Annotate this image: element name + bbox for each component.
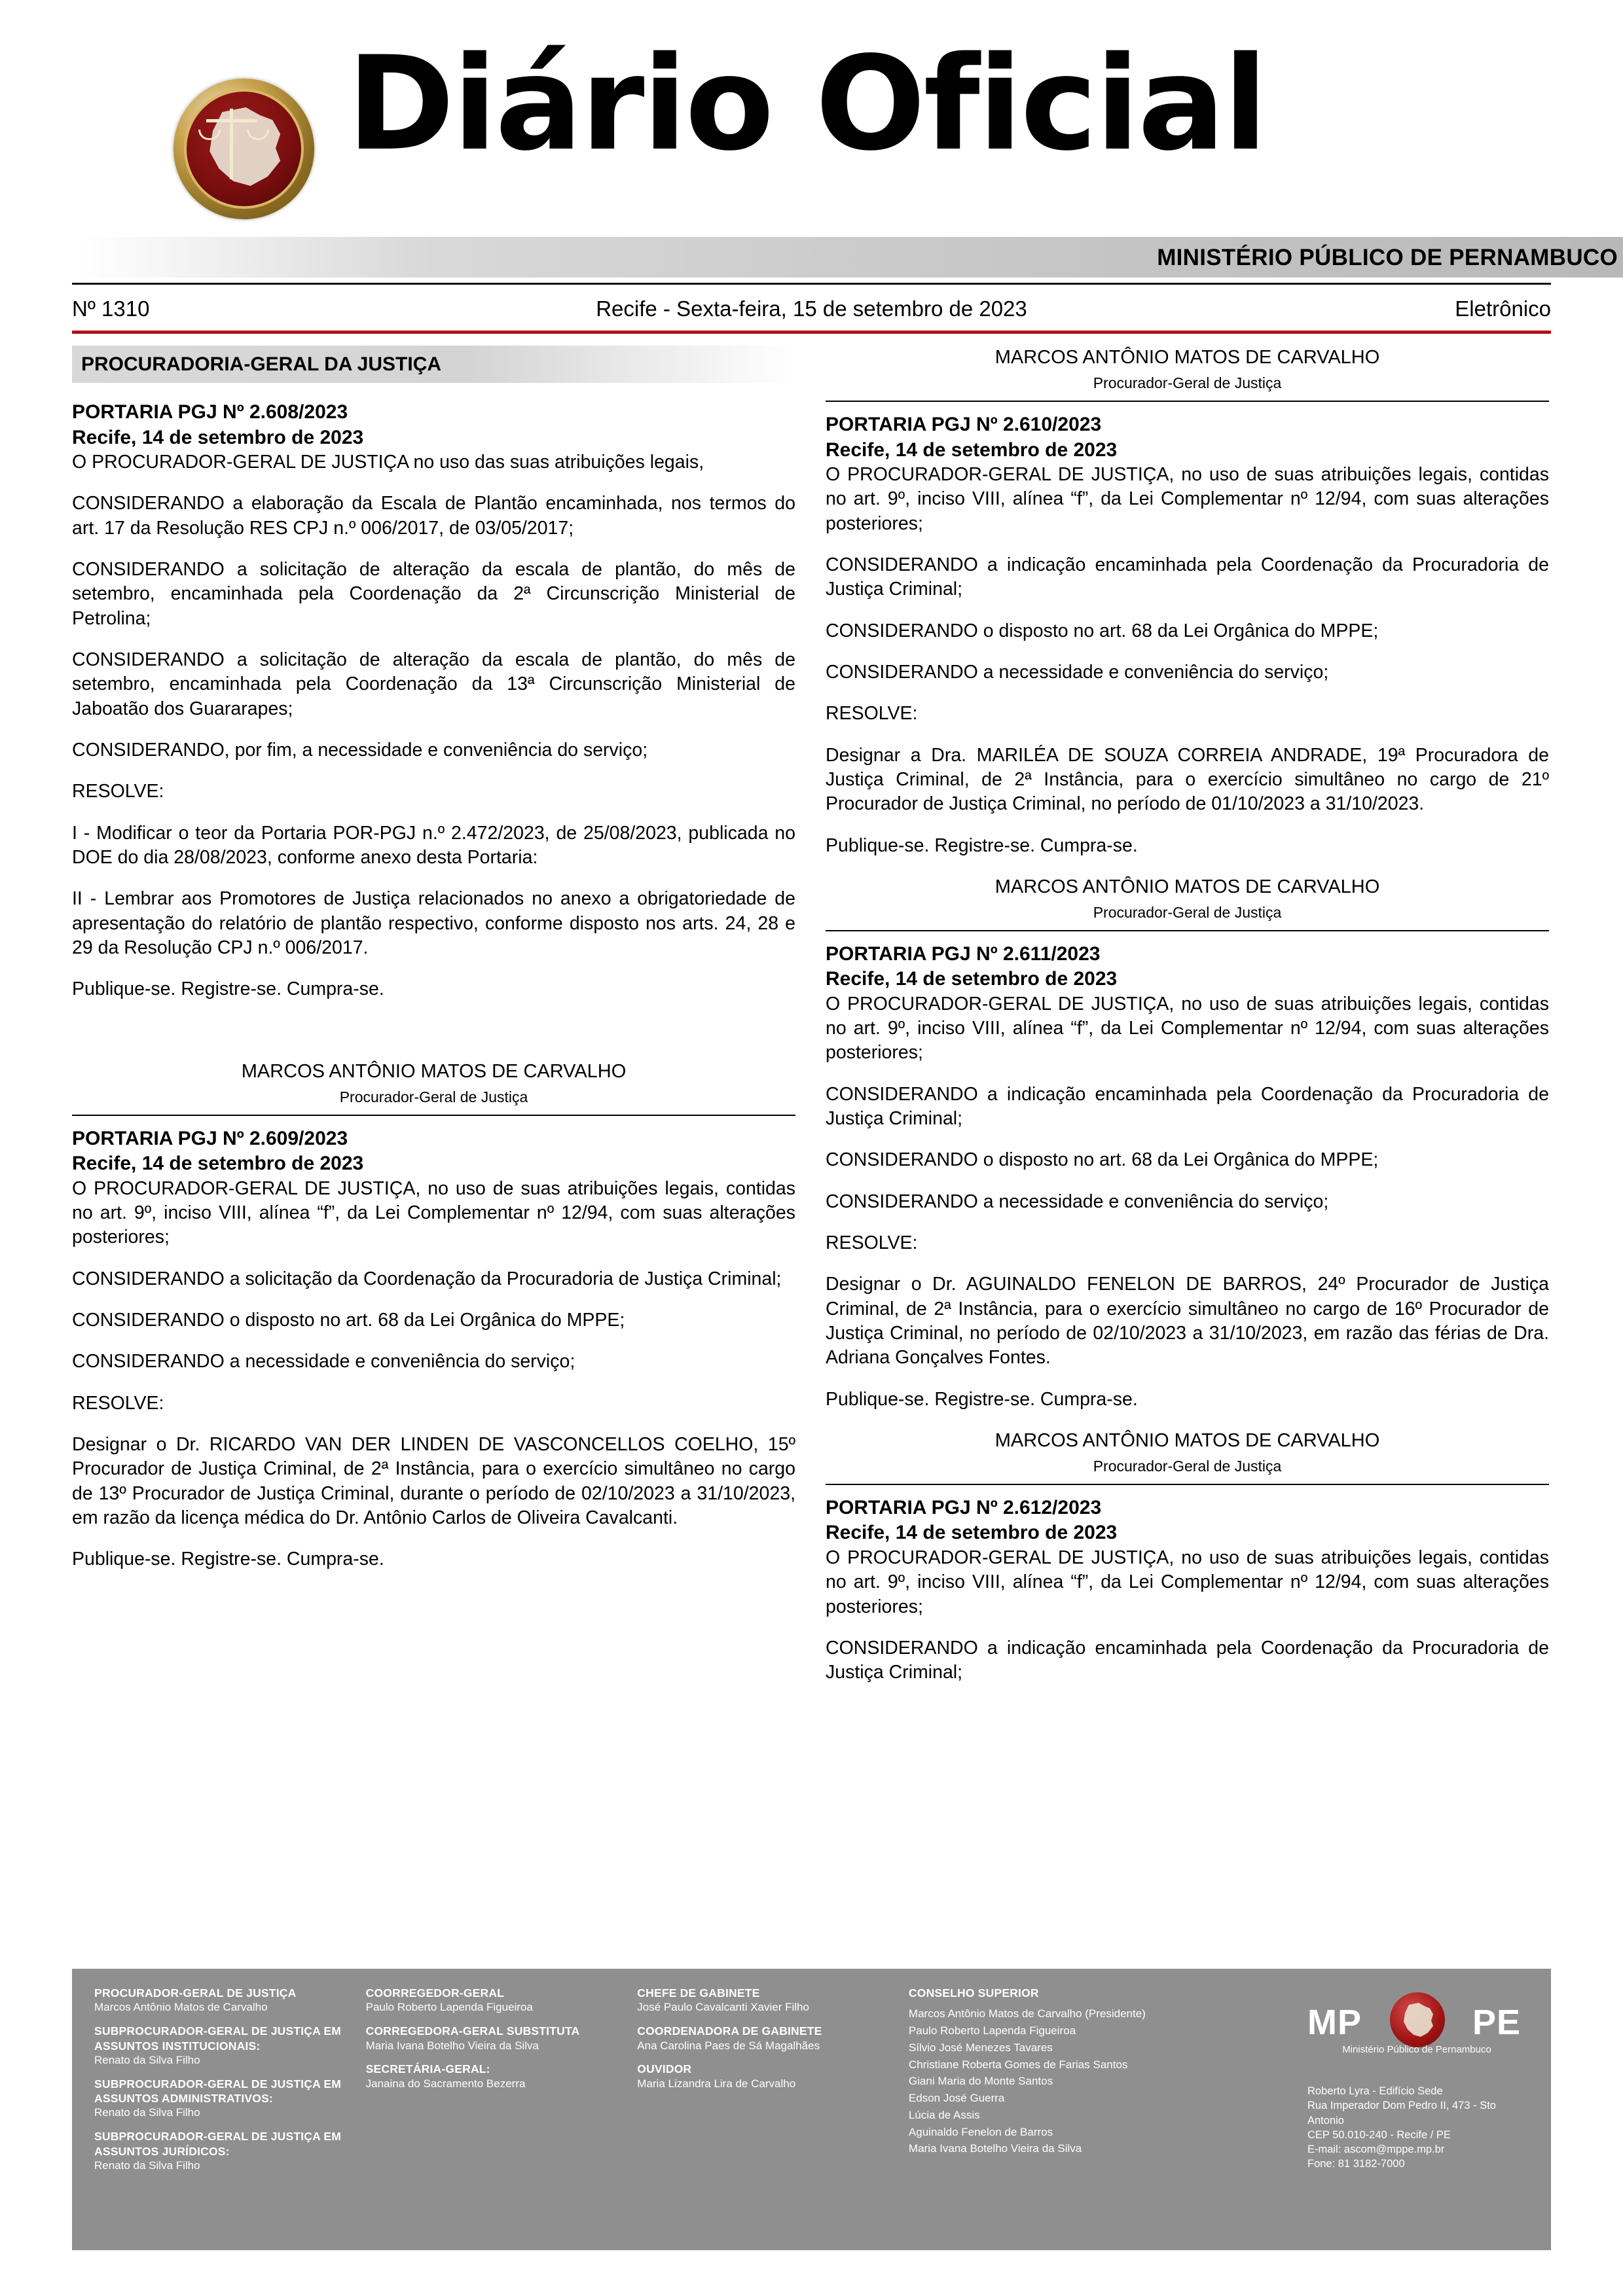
masthead [0, 0, 1623, 236]
mppe-logo-icon [1307, 1991, 1523, 2070]
footer-member: Aguinaldo Fenelon de Barros [908, 2125, 1053, 2138]
act-paragraph: Designar o Dr. AGUINALDO FENELON DE BARROS, 24º Procurador de Justiça Criminal, de 2ª Instância, para o exercício simultâneo no cargo de 16º Procurador de Justiça Criminal, no período de 02/10/2023 a 31/10/2023, em razão das férias de Dra. Adriana Gonçalves Fontes. [826, 1274, 1549, 1369]
footer-value: Ana Carolina Paes de Sá Magalhães [637, 2039, 820, 2052]
act-paragraph: CONSIDERANDO o disposto no art. 68 da Lei Orgânica do MPPE; [72, 1309, 625, 1331]
footer-value: Renato da Silva Filho [94, 2053, 200, 2066]
footer-column-logo [1211, 1986, 1529, 2233]
signature-role: Procurador-Geral de Justiça [339, 1088, 528, 1105]
act-paragraph: RESOLVE: [72, 781, 164, 802]
act-paragraph: Designar o Dr. RICARDO VAN DER LINDEN DE VASCONCELLOS COELHO, 15º Procurador de Justiça Criminal, de 2ª Instância, para o exercício simultâneo no cargo de 13º Procurador de Justiça Criminal, durante o período de 02/10/2023 a 31/10/2023, em razão da licença médica do Dr. Antônio Carlos de Oliveira Cavalcanti. [72, 1433, 795, 1528]
page-footer [72, 1969, 1551, 2250]
act-portaria-2611 [826, 942, 1549, 1476]
act-paragraph: I - Modificar o teor da Portaria POR-PGJ n.º 2.472/2023, de 25/08/2023, publicada no DOE do dia 28/08/2023, conforme anexo desta Portaria: [72, 822, 795, 869]
act-portaria-2609 [72, 1126, 795, 1572]
footer-member: Christiane Roberta Gomes de Farias Santos [908, 2058, 1128, 2071]
act-paragraph: Publique-se. Registre-se. Cumpra-se. [72, 978, 384, 1000]
address-line: Rua Imperador Dom Pedro II, 473 - Sto Antonio [1307, 2100, 1496, 2126]
footer-heading: OUVIDOR [637, 2062, 692, 2076]
logo-caption: Ministério Público de Pernambuco [1342, 2044, 1491, 2055]
act-title: PORTARIA PGJ Nº 2.611/2023 [826, 942, 1101, 965]
act-paragraph: Publique-se. Registre-se. Cumpra-se. [826, 834, 1138, 856]
footer-heading: CONSELHO SUPERIOR [908, 1986, 1039, 2000]
act-paragraph: CONSIDERANDO, por fim, a necessidade e conveniência do serviço; [72, 740, 648, 761]
act-paragraph: CONSIDERANDO a indicação encaminhada pela Coordenação da Procuradoria de Justiça Criminal; [826, 1637, 1549, 1683]
signature-role: Procurador-Geral de Justiça [1093, 903, 1282, 921]
signature-role: Procurador-Geral de Justiça [1093, 374, 1282, 391]
column-left [72, 346, 795, 1702]
act-paragraph: O PROCURADOR-GERAL DE JUSTIÇA, no uso de suas atribuições legais, contidas no art. 9º, inciso VIII, alínea “f”, da Lei Complementar nº 12/94, com suas alterações posteriores; [826, 1547, 1549, 1617]
act-paragraph: CONSIDERANDO a indicação encaminhada pela Coordenação da Procuradoria de Justiça Criminal; [826, 1083, 1549, 1130]
footer-heading: CHEFE DE GABINETE [637, 1986, 760, 2000]
act-paragraph: CONSIDERANDO a necessidade e conveniência do serviço; [826, 1191, 1329, 1212]
act-paragraph: RESOLVE: [826, 1232, 918, 1254]
act-divider [826, 930, 1549, 931]
footer-value: Janaina do Sacramento Bezerra [365, 2077, 526, 2090]
footer-heading: PROCURADOR-GERAL DE JUSTIÇA [94, 1986, 297, 2000]
signature-name: MARCOS ANTÔNIO MATOS DE CARVALHO [994, 1429, 1380, 1451]
footer-value: Maria Lizandra Lira de Carvalho [637, 2077, 796, 2090]
footer-heading: COORREGEDOR-GERAL [365, 1986, 505, 2000]
act-paragraph: O PROCURADOR-GERAL DE JUSTIÇA, no uso de suas atribuições legais, contidas no art. 9º, inciso VIII, alínea “f”, da Lei Complementar nº 12/94, com suas alterações posteriores; [72, 1177, 795, 1248]
mppe-emblem-icon [173, 79, 314, 219]
signature-name: MARCOS ANTÔNIO MATOS DE CARVALHO [241, 1060, 627, 1082]
act-place-date: Recife, 14 de setembro de 2023 [826, 968, 1118, 990]
footer-column-corregedoria [366, 1986, 621, 2233]
footer-column-pgj [94, 1986, 349, 2233]
footer-member-list [909, 2007, 1194, 2156]
act-place-date: Recife, 14 de setembro de 2023 [72, 1153, 364, 1175]
act-paragraph: O PROCURADOR-GERAL DE JUSTIÇA, no uso de suas atribuições legais, contidas no art. 9º, inciso VIII, alínea “f”, da Lei Complementar nº 12/94, com suas alterações posteriores; [826, 463, 1549, 534]
act-paragraph: CONSIDERANDO a solicitação de alteração da escala de plantão, do mês de setembro, encaminhada pela Coordenação da 2ª Circunscrição Ministerial de Petrolina; [72, 559, 795, 629]
act-paragraph: CONSIDERANDO a solicitação da Coordenação da Procuradoria de Justiça Criminal; [72, 1268, 782, 1289]
footer-member: Giani Maria do Monte Santos [908, 2075, 1053, 2088]
act-paragraph: CONSIDERANDO o disposto no art. 68 da Lei Orgânica do MPPE; [826, 1149, 1379, 1171]
act-place-date: Recife, 14 de setembro de 2023 [826, 1522, 1118, 1544]
footer-address [1307, 2084, 1523, 2172]
footer-value: Renato da Silva Filho [94, 2106, 200, 2119]
footer-heading: COORDENADORA DE GABINETE [637, 2024, 822, 2038]
act-paragraph: O PROCURADOR-GERAL DE JUSTIÇA no uso das suas atribuições legais, [72, 452, 704, 473]
address-line: E-mail: ascom@mppe.mp.br [1307, 2144, 1445, 2156]
act-paragraph: CONSIDERANDO a indicação encaminhada pela Coordenação da Procuradoria de Justiça Criminal; [826, 554, 1549, 600]
footer-value: José Paulo Cavalcanti Xavier Filho [637, 2001, 809, 2014]
footer-member: Sílvio José Menezes Tavares [908, 2041, 1053, 2054]
act-paragraph: O PROCURADOR-GERAL DE JUSTIÇA, no uso de suas atribuições legais, contidas no art. 9º, inciso VIII, alínea “f”, da Lei Complementar nº 12/94, com suas alterações posteriores; [826, 993, 1549, 1064]
act-paragraph: Publique-se. Registre-se. Cumpra-se. [826, 1388, 1138, 1410]
footer-heading: CORREGEDORA-GERAL SUBSTITUTA [365, 2024, 580, 2038]
footer-member: Lúcia de Assis [908, 2108, 980, 2121]
masthead-red-rule [72, 331, 1551, 334]
act-paragraph: CONSIDERANDO a solicitação de alteração da escala de plantão, do mês de setembro, encaminhada pela Coordenação da 13ª Circunscrição Ministerial de Jaboatão dos Guararapes; [72, 649, 795, 719]
act-paragraph: CONSIDERANDO a necessidade e conveniência do serviço; [826, 661, 1329, 683]
footer-heading: SECRETÁRIA-GERAL: [365, 2062, 490, 2076]
masthead-divider [72, 283, 1551, 285]
act-paragraph: CONSIDERANDO a elaboração da Escala de Plantão encaminhada, nos termos do art. 17 da Resolução RES CPJ n.º 006/2017, de 03/05/2017; [72, 493, 795, 539]
column-right [826, 346, 1549, 1702]
footer-column-conselho [909, 1986, 1194, 2233]
act-paragraph: II - Lembrar aos Promotores de Justiça relacionados no anexo a obrigatoriedade de apresentação do relatório de plantão respectivo, conforme disposto nos arts. 24, 28 e 29 da Resolução CPJ n.º 006/2017. [72, 888, 795, 958]
act-divider [72, 1115, 795, 1116]
act-place-date: Recife, 14 de setembro de 2023 [826, 439, 1118, 461]
footer-value: Marcos Antônio Matos de Carvalho [94, 2001, 268, 2014]
issue-number: Nº 1310 [72, 296, 150, 321]
act-portaria-2612 [826, 1496, 1549, 1685]
act-title: PORTARIA PGJ Nº 2.612/2023 [826, 1497, 1102, 1519]
act-paragraph: RESOLVE: [826, 703, 918, 725]
address-line: Roberto Lyra - Edifício Sede [1307, 2085, 1443, 2097]
logo-pe-text: PE [1472, 2003, 1521, 2042]
signature-name: MARCOS ANTÔNIO MATOS DE CARVALHO [994, 876, 1380, 897]
footer-heading: SUBPROCURADOR-GERAL DE JUSTIÇA EM ASSUNTOS INSTITUCIONAIS: [94, 2024, 342, 2053]
footer-value: Renato da Silva Filho [94, 2159, 200, 2172]
act-title: PORTARIA PGJ Nº 2.609/2023 [72, 1127, 348, 1149]
footer-column-gabinete [637, 1986, 892, 2233]
act-portaria-2608 [72, 400, 795, 1106]
content-columns [72, 346, 1551, 1702]
address-line: CEP 50.010-240 - Recife / PE [1307, 2128, 1451, 2141]
act-divider [826, 401, 1549, 402]
edition-type: Eletrônico [1455, 296, 1551, 321]
signature-name: MARCOS ANTÔNIO MATOS DE CARVALHO [994, 347, 1380, 368]
footer-heading: SUBPROCURADOR-GERAL DE JUSTIÇA EM ASSUNTOS JURÍDICOS: [94, 2130, 342, 2158]
footer-member: Edson José Guerra [908, 2092, 1005, 2105]
issue-info-row [72, 291, 1551, 327]
footer-heading: SUBPROCURADOR-GERAL DE JUSTIÇA EM ASSUNTOS ADMINISTRATIVOS: [94, 2077, 342, 2106]
address-line: Fone: 81 3182-7000 [1307, 2158, 1405, 2170]
page-title: Diário Oficial [347, 28, 1266, 179]
footer-member: Maria Ivana Botelho Vieira da Silva [908, 2142, 1082, 2155]
logo-mp-text: MP [1307, 2003, 1362, 2042]
footer-member: Paulo Roberto Lapenda Figueiroa [908, 2024, 1076, 2037]
act-portaria-2610 [826, 412, 1549, 922]
act-paragraph: RESOLVE: [72, 1392, 164, 1414]
footer-member: Marcos Antônio Matos de Carvalho (Presidente) [908, 2007, 1146, 2020]
globe-icon [1390, 1992, 1445, 2047]
act-paragraph: CONSIDERANDO a necessidade e conveniência do serviço; [72, 1351, 575, 1372]
act-title: PORTARIA PGJ Nº 2.610/2023 [826, 414, 1102, 436]
act-paragraph: CONSIDERANDO o disposto no art. 68 da Lei Orgânica do MPPE; [826, 620, 1379, 641]
act-paragraph: Designar a Dra. MARILÉA DE SOUZA CORREIA ANDRADE, 19ª Procuradora de Justiça Criminal, de 2ª Instância, para o exercício simultâneo no cargo de 21º Procurador de Justiça Criminal, no período de 01/10/2023 a 31/10/2023. [826, 744, 1549, 815]
act-divider [826, 1484, 1549, 1485]
section-title: PROCURADORIA-GERAL DA JUSTIÇA [72, 346, 795, 383]
act-place-date: Recife, 14 de setembro de 2023 [72, 426, 364, 448]
issue-date: Recife - Sexta-feira, 15 de setembro de 2023 [596, 296, 1027, 321]
footer-value: Maria Ivana Botelho Vieira da Silva [365, 2039, 539, 2052]
masthead-subtitle: MINISTÉRIO PÚBLICO DE PERNAMBUCO [1157, 245, 1618, 270]
act-paragraph: Publique-se. Registre-se. Cumpra-se. [72, 1549, 384, 1570]
signature-role: Procurador-Geral de Justiça [1093, 1457, 1282, 1475]
act-title: PORTARIA PGJ Nº 2.608/2023 [72, 401, 348, 423]
footer-value: Paulo Roberto Lapenda Figueiroa [365, 2001, 533, 2014]
